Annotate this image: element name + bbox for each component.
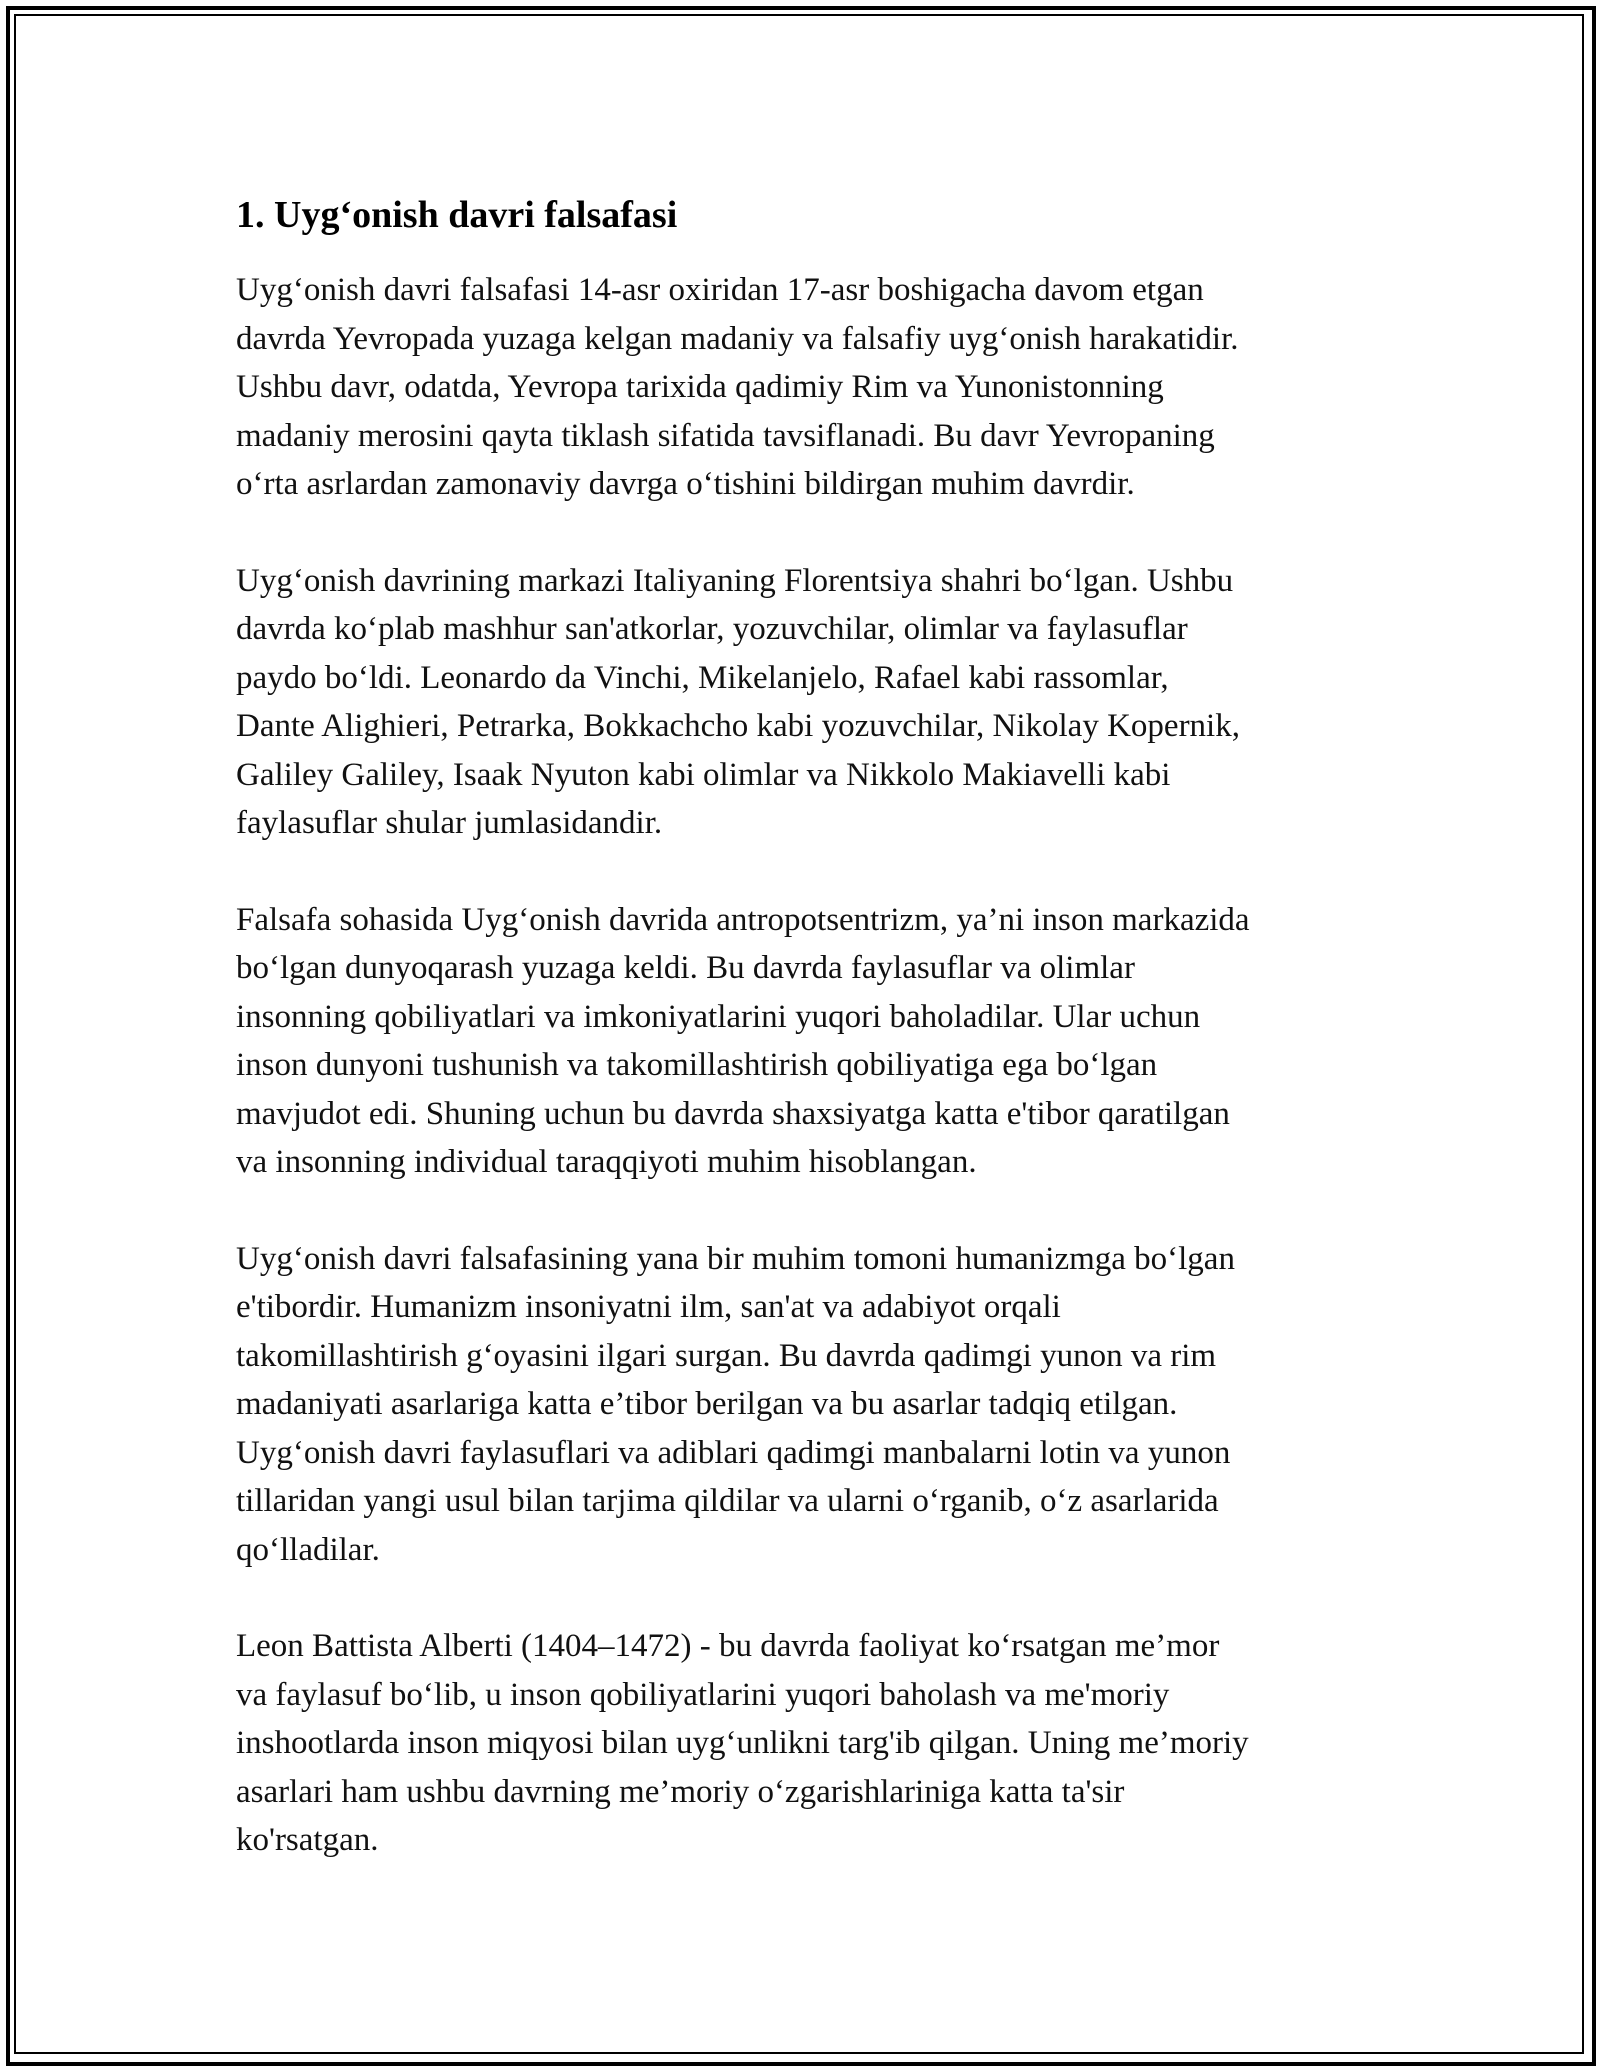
text-line: asarlari ham ushbu davrning me’moriy o‘zgarishlariniga katta ta'sir [236, 1773, 1125, 1810]
text-line: ko'rsatgan. [236, 1822, 379, 1858]
text-line: bo‘lgan dunyoqarash yuzaga keldi. Bu davrda faylasuflar va olimlar [236, 950, 1135, 986]
text-line: Uyg‘onish davri faylasuflari va adiblari qadimgi manbalarni lotin va yunon [236, 1434, 1231, 1471]
document-body [236, 190, 1386, 1913]
text-line: Falsafa sohasida Uyg‘onish davrida antropotsentrizm, ya’ni inson markazida [236, 901, 1250, 938]
text-line: paydo bo‘ldi. Leonardo da Vinchi, Mikelanjelo, Rafael kabi rassomlar, [236, 659, 1169, 696]
text-line: davrda ko‘plab mashhur san'atkorlar, yozuvchilar, olimlar va faylasuflar [236, 611, 1188, 647]
text-line: davrda Yevropada yuzaga kelgan madaniy va falsafiy uyg‘onish harakatidir. [236, 320, 1239, 357]
text-line: tillaridan yangi usul bilan tarjima qildilar va ularni o‘rganib, o‘z asarlarida [236, 1483, 1219, 1519]
text-line: va insonning individual taraqqiyoti muhim hisoblangan. [236, 1144, 977, 1180]
text-line: o‘rta asrlardan zamonaviy davrga o‘tishini bildirgan muhim davrdir. [236, 466, 1135, 502]
text-line: qo‘lladilar. [236, 1531, 380, 1568]
text-line: Dante Alighieri, Petrarka, Bokkachcho kabi yozuvchilar, Nikolay Kopernik, [236, 708, 1240, 744]
text-line: faylasuflar shular jumlasidandir. [236, 805, 663, 841]
text-line: mavjudot edi. Shuning uchun bu davrda shaxsiyatga katta e'tibor qaratilgan [236, 1095, 1230, 1132]
text-line: insonning qobiliyatlari va imkoniyatlarini yuqori baholadilar. Ular uchun [236, 998, 1201, 1035]
paragraph-humanism [236, 1235, 1386, 1575]
text-line: takomillashtirish g‘oyasini ilgari surgan. Bu davrda qadimgi yunon va rim [236, 1337, 1217, 1374]
section-heading: 1. Uyg‘onish davri falsafasi [236, 194, 678, 236]
paragraph-alberti [236, 1622, 1386, 1865]
text-line: Leon Battista Alberti (1404–1472) - bu davrda faoliyat ko‘rsatgan me’mor [236, 1628, 1220, 1664]
text-line: e'tibordir. Humanizm insoniyatni ilm, san'at va adabiyot orqali [236, 1289, 1061, 1325]
text-line: madaniy merosini qayta tiklash sifatida tavsiflanadi. Bu davr Yevropaning [236, 417, 1215, 454]
text-line: va faylasuf bo‘lib, u inson qobiliyatlarini yuqori baholash va me'moriy [236, 1676, 1170, 1713]
text-line: Uyg‘onish davri falsafasining yana bir muhim tomoni humanizmga bo‘lgan [236, 1240, 1235, 1277]
paragraph-florence [236, 557, 1386, 848]
paragraph-anthropocentrism [236, 896, 1386, 1187]
text-line: Ushbu davr, odatda, Yevropa tarixida qadimiy Rim va Yunonistonning [236, 369, 1164, 405]
text-line: madaniyati asarlariga katta e’tibor berilgan va bu asarlar tadqiq etilgan. [236, 1386, 1178, 1422]
text-line: Uyg‘onish davri falsafasi 14-asr oxiridan 17-asr boshigacha davom etgan [236, 272, 1204, 308]
text-line: Galiley Galiley, Isaak Nyuton kabi olimlar va Nikkolo Makiavelli kabi [236, 756, 1171, 793]
paragraph-intro [236, 266, 1386, 509]
text-line: inson dunyoni tushunish va takomillashtirish qobiliyatiga ega bo‘lgan [236, 1047, 1158, 1083]
text-line: Uyg‘onish davrining markazi Italiyaning Florentsiya shahri bo‘lgan. Ushbu [236, 562, 1234, 599]
text-line: inshootlarda inson miqyosi bilan uyg‘unlikni targ'ib qilgan. Uning me’moriy [236, 1725, 1249, 1761]
